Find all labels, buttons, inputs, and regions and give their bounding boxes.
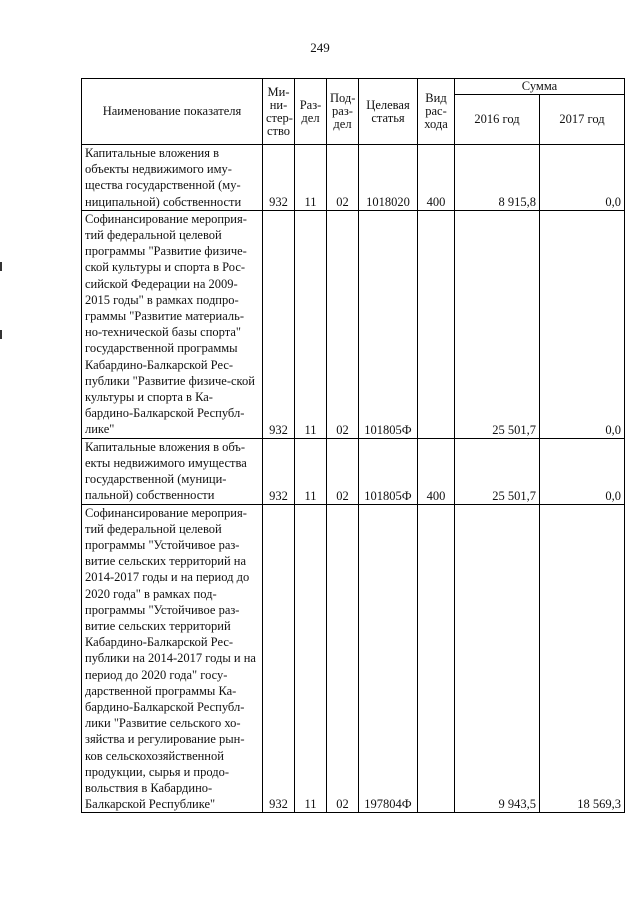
row-ministry: 932 xyxy=(263,438,295,504)
row-sum-2017: 0,0 xyxy=(540,438,625,504)
header-name: Наименование показателя xyxy=(82,79,263,145)
row-ministry: 932 xyxy=(263,210,295,438)
row-section: 11 xyxy=(295,504,327,813)
header-year-2017: 2017 год xyxy=(540,95,625,145)
page-number: 249 xyxy=(310,40,330,55)
row-name: Капитальные вложения в объекты недвижимого иму-щества государственной (му-ниципальной) собственности xyxy=(82,145,263,211)
row-sum-2016: 25 501,7 xyxy=(455,210,540,438)
table-row xyxy=(82,438,625,504)
row-target: 197804Ф xyxy=(359,504,418,813)
row-name: Софинансирование мероприя-тий федеральной целевой программы "Устойчивое раз-витие сельских территорий на 2014-2017 годы и на период до 2020 года" в рамках под-программы "Устойчивое раз-витие сельских территорий Кабардино-Балкарской Рес-публики на 2014-2017 годы и на период до 2020 года" госу-дарственной программы Ка-бардино-Балкарской Республ-лики "Развитие сельского хо-зяйства и регулирование рын-ков сельскохозяйственной продукции, сырья и продо-вольствия в Кабардино-Балкарской Республике" xyxy=(82,504,263,813)
row-sum-2017: 18 569,3 xyxy=(540,504,625,813)
table-row xyxy=(82,210,625,438)
header-section: Раз- дел xyxy=(295,79,327,145)
row-name: Софинансирование мероприя-тий федеральной целевой программы "Развитие физиче-ской культуры и спорта в Рос-сийской Федерации на 2009-2015 годы" в рамках подпро-граммы "Развитие материаль-но-технической базы спорта" государственной программы Кабардино-Балкарской Рес-публики "Развитие физиче-ской культуры и спорта в Ка-бардино-Балкарской Республ-лике" xyxy=(82,210,263,438)
row-sum-2016: 9 943,5 xyxy=(455,504,540,813)
row-ministry: 932 xyxy=(263,504,295,813)
header-sum: Сумма xyxy=(455,79,625,95)
row-ministry: 932 xyxy=(263,145,295,211)
budget-table xyxy=(81,78,625,813)
row-sum-2016: 8 915,8 xyxy=(455,145,540,211)
row-section: 11 xyxy=(295,145,327,211)
row-sum-2017: 0,0 xyxy=(540,210,625,438)
header-year-2016: 2016 год xyxy=(455,95,540,145)
table-row xyxy=(82,145,625,211)
header-subsection: Под- раз- дел xyxy=(327,79,359,145)
row-expense-type: 400 xyxy=(418,438,455,504)
row-subsection: 02 xyxy=(327,504,359,813)
header-target: Целевая статья xyxy=(359,79,418,145)
row-expense-type xyxy=(418,210,455,438)
row-target: 101805Ф xyxy=(359,438,418,504)
row-target: 101805Ф xyxy=(359,210,418,438)
row-expense-type: 400 xyxy=(418,145,455,211)
row-section: 11 xyxy=(295,438,327,504)
row-sum-2016: 25 501,7 xyxy=(455,438,540,504)
row-subsection: 02 xyxy=(327,438,359,504)
header-expense-type: Вид рас- хода xyxy=(418,79,455,145)
row-target: 1018020 xyxy=(359,145,418,211)
row-sum-2017: 0,0 xyxy=(540,145,625,211)
row-section: 11 xyxy=(295,210,327,438)
row-expense-type xyxy=(418,504,455,813)
header-ministry: Ми- ни- стер- ство xyxy=(263,79,295,145)
edge-mark xyxy=(0,262,2,271)
row-subsection: 02 xyxy=(327,145,359,211)
row-subsection: 02 xyxy=(327,210,359,438)
row-name: Капитальные вложения в объ-екты недвижимого имущества государственной (муници-пальной) собственности xyxy=(82,438,263,504)
edge-mark xyxy=(0,330,2,339)
table-row xyxy=(82,504,625,813)
